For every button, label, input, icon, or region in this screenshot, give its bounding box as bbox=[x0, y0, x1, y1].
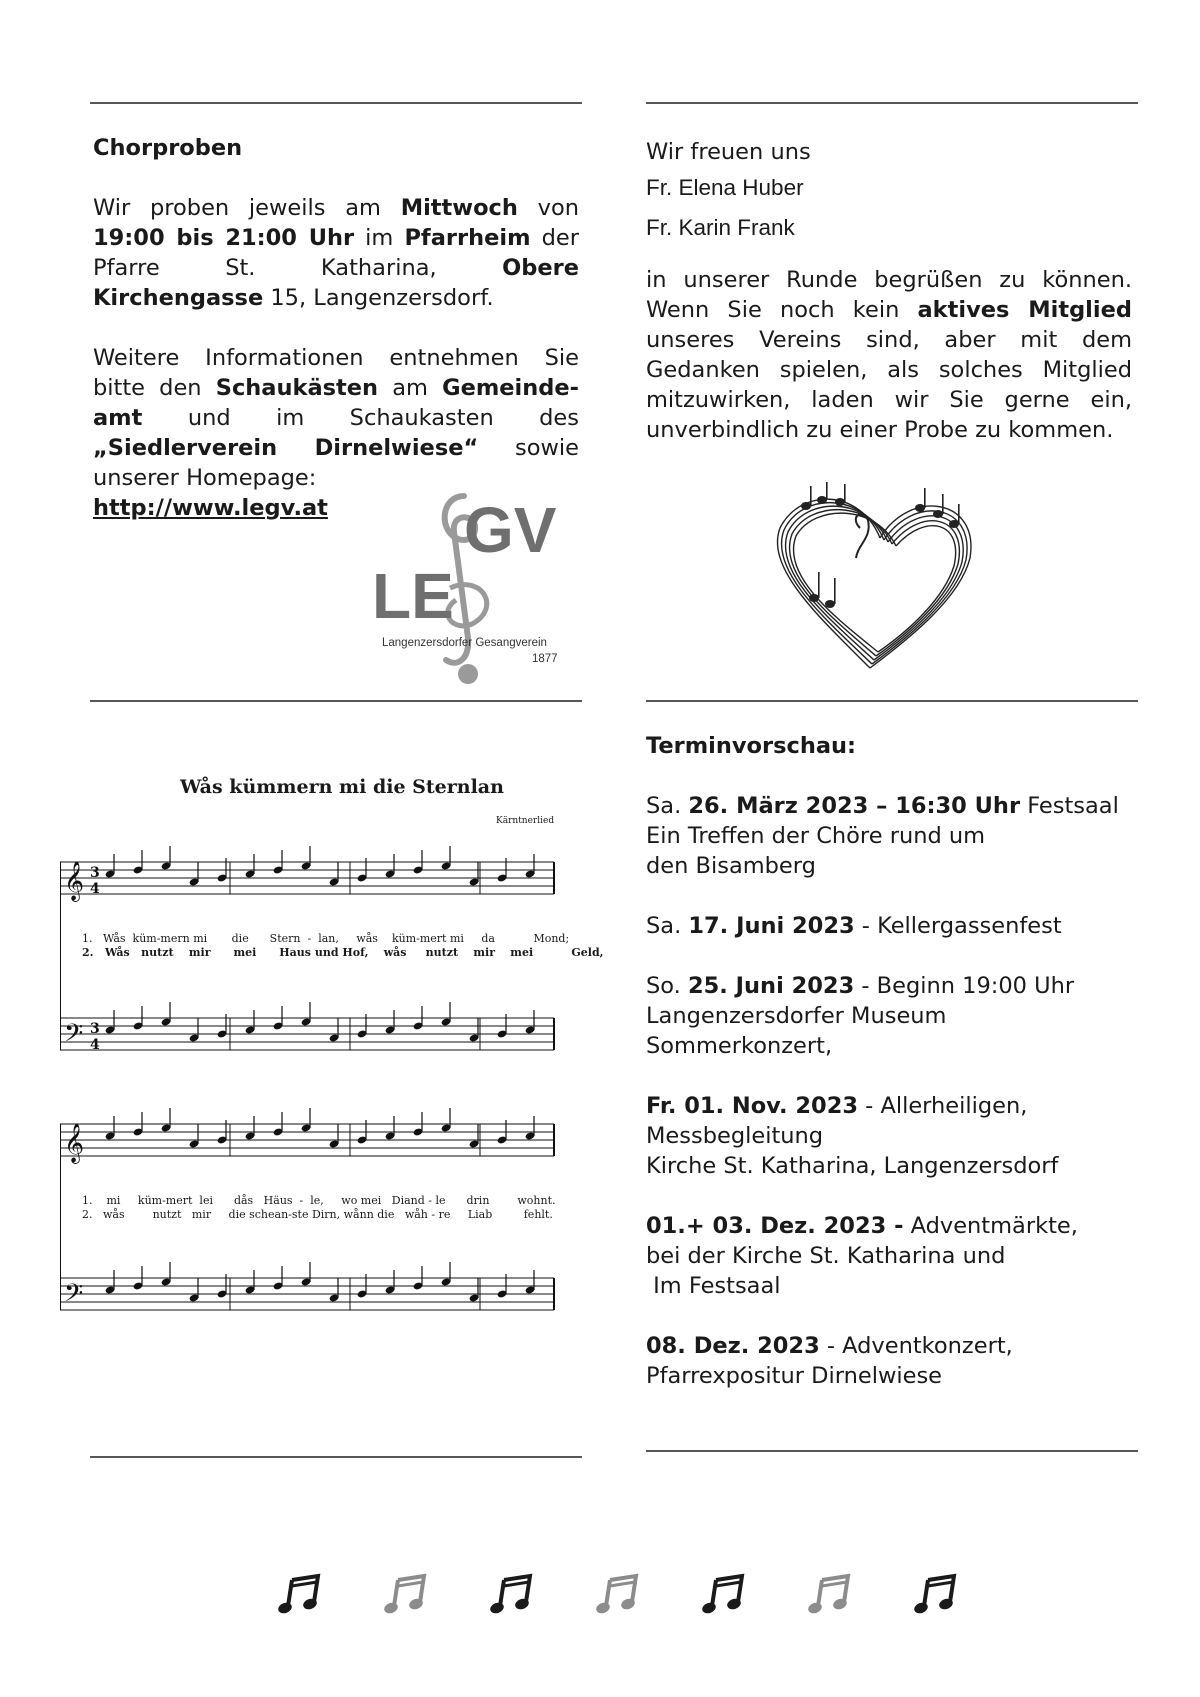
event-entry: 01.+ 03. Dez. 2023 - Adventmärkte, bei der Kirche St. Katharina und Im Festsaal bbox=[646, 1211, 1136, 1301]
terminvorschau-heading: Terminvorschau: bbox=[646, 733, 857, 759]
logo-letters-le: LE bbox=[372, 560, 454, 632]
new-member-2: Fr. Karin Frank bbox=[646, 215, 795, 240]
music-note-icon bbox=[914, 1572, 960, 1618]
divider-bottom-right bbox=[646, 1450, 1138, 1452]
divider-bottom-left bbox=[90, 1456, 582, 1458]
divider-top-right bbox=[646, 102, 1138, 104]
svg-text:4: 4 bbox=[90, 881, 100, 897]
svg-text:𝄞: 𝄞 bbox=[64, 861, 85, 901]
chorproben-section bbox=[93, 133, 579, 523]
svg-text:3: 3 bbox=[90, 865, 100, 881]
chorproben-heading: Chorproben bbox=[93, 135, 243, 161]
lyrics-verse1-line1: 1. Wås küm-mern mi die Stern - lan, wås küm-mert mi da Mond; bbox=[82, 932, 570, 945]
event-detail: bei der Kirche St. Katharina und bbox=[646, 1243, 1006, 1269]
new-member-1: Fr. Elena Huber bbox=[646, 175, 804, 200]
event-detail: Kirche St. Katharina, Langenzersdorf bbox=[646, 1153, 1059, 1179]
divider-mid-right bbox=[646, 700, 1138, 702]
event-detail: den Bisamberg bbox=[646, 853, 816, 879]
welcome-section bbox=[646, 137, 1132, 445]
music-note-icon bbox=[702, 1572, 748, 1618]
music-heart-illustration bbox=[760, 478, 1000, 674]
welcome-intro: Wir freuen uns bbox=[646, 139, 811, 165]
logo-letters-gv: GV bbox=[464, 494, 557, 566]
lyrics-verse2-line1: 2. Wås nutzt mir mei Haus und Hof, wås nutzt mir mei Geld, bbox=[82, 946, 604, 959]
logo-year: 1877 bbox=[532, 653, 558, 665]
event-detail: Langenzersdorfer Museum bbox=[646, 1003, 947, 1029]
info-text: Weitere Informationen entnehmen Sie bitte den Schaukästen am Gemeinde-amt und im Schaukasten des „Siedlerverein Dirnelwiese“ sowie unserer Homepage: bbox=[93, 345, 579, 491]
event-entry: So. 25. Juni 2023 - Beginn 19:00 Uhr Langenzersdorfer Museum Sommerkonzert, bbox=[646, 971, 1136, 1061]
divider-top-left bbox=[90, 102, 582, 104]
welcome-text: in unserer Runde begrüßen zu können. Wenn Sie noch kein aktives Mitglied unseres Vereins sind, aber mit dem Gedanken spielen, als solches Mitglied mitzuwirken, laden wir Sie gerne ein, unverbindlich zu einer Probe zu kommen. bbox=[646, 267, 1132, 443]
event-entry: 08. Dez. 2023 - Adventkonzert, Pfarrexpositur Dirnelwiese bbox=[646, 1331, 1136, 1391]
music-note-icon bbox=[278, 1572, 324, 1618]
svg-text:3: 3 bbox=[90, 1021, 100, 1037]
svg-text:𝄢: 𝄢 bbox=[64, 1019, 84, 1054]
logo-name: Langenzersdorfer Gesangverein bbox=[382, 637, 547, 649]
chorproben-text: Wir proben jeweils am Mittwoch von 19:00 bis 21:00 Uhr im Pfarrheim der Pfarre St. Katharina, Obere Kirchengasse 15, Langenzersdorf. bbox=[93, 195, 579, 311]
divider-mid-left bbox=[90, 700, 582, 702]
music-note-icon bbox=[384, 1572, 430, 1618]
event-detail: Im Festsaal bbox=[646, 1273, 781, 1299]
event-detail: Messbegleitung bbox=[646, 1123, 824, 1149]
lyrics-verse1-line2: 1. mi küm-mert lei dås Häus - le, wo mei Diand - le drin wohnt. bbox=[82, 1194, 556, 1207]
sheet-music bbox=[60, 776, 604, 1336]
event-detail: Ein Treffen der Chöre rund um bbox=[646, 823, 986, 849]
event-detail: Pfarrexpositur Dirnelwiese bbox=[646, 1363, 943, 1389]
song-subtitle: Kärntnerlied bbox=[496, 816, 555, 826]
event-entry: Sa. 26. März 2023 – 16:30 Uhr Festsaal Ein Treffen der Chöre rund um den Bisamberg bbox=[646, 791, 1136, 881]
legv-logo bbox=[372, 488, 582, 688]
homepage-link[interactable]: http://www.legv.at bbox=[93, 495, 328, 521]
svg-text:𝄢: 𝄢 bbox=[64, 1279, 84, 1314]
event-entry: Fr. 01. Nov. 2023 - Allerheiligen, Messbegleitung Kirche St. Katharina, Langenzersdorf bbox=[646, 1091, 1136, 1181]
lyrics-verse2-line2: 2. wås nutzt mir die schean-ste Dirn, wånn die wåh - re Liab fehlt. bbox=[82, 1208, 553, 1221]
event-list bbox=[646, 791, 1136, 1391]
music-note-icon bbox=[808, 1572, 854, 1618]
svg-text:4: 4 bbox=[90, 1037, 100, 1053]
svg-text:𝄞: 𝄞 bbox=[64, 1123, 85, 1163]
music-note-icon bbox=[490, 1572, 536, 1618]
terminvorschau-section bbox=[646, 731, 1136, 1421]
song-title: Wås kümmern mi die Sternlan bbox=[180, 776, 504, 798]
event-entry: Sa. 17. Juni 2023 - Kellergassenfest bbox=[646, 913, 1062, 939]
event-detail: Sommerkonzert, bbox=[646, 1033, 833, 1059]
music-note-icon bbox=[596, 1572, 642, 1618]
